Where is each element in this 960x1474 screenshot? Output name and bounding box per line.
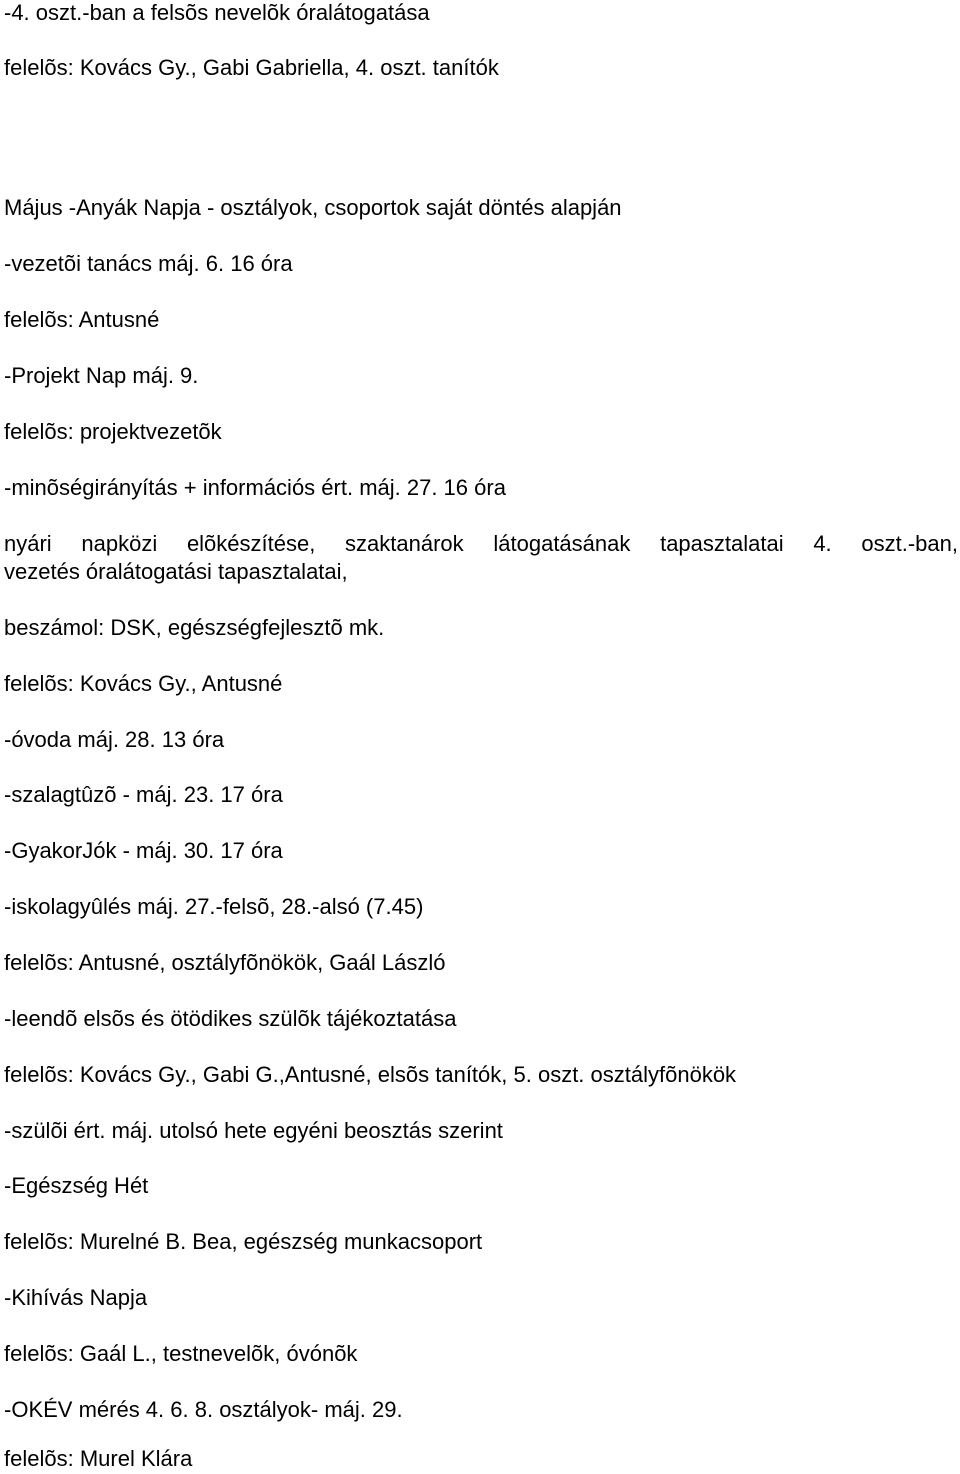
line-nyari-napkozi: nyári napközi elõkészítése, szaktanárok látogatásának tapasztalatai 4. oszt.-ban, (4, 531, 958, 556)
line-majus-anyak-napja: Május -Anyák Napja - osztályok, csoportok saját döntés alapján (4, 195, 622, 220)
line-leendo-elsos: -leendõ elsõs és ötödikes szülõk tájékoztatása (4, 1006, 457, 1031)
line-okev-meres: -OKÉV mérés 4. 6. 8. osztályok- máj. 29. (4, 1397, 403, 1422)
line-felelos-gaal: felelõs: Gaál L., testnevelõk, óvónõk (4, 1341, 358, 1366)
line-beszamol-dsk: beszámol: DSK, egészségfejlesztõ mk. (4, 615, 385, 640)
line-szuloi-ert: -szülõi ért. máj. utolsó hete egyéni beosztás szerint (4, 1118, 503, 1143)
line-ovoda: -óvoda máj. 28. 13 óra (4, 727, 225, 752)
line-felelos-murel-klara: felelõs: Murel Klára (4, 1446, 193, 1471)
line-felelos-projektvezetok: felelõs: projektvezetõk (4, 419, 222, 444)
line-gyakorjok: -GyakorJók - máj. 30. 17 óra (4, 838, 283, 863)
line-felelos-murelne: felelõs: Murelné B. Bea, egészség munkacsoport (4, 1229, 483, 1254)
line-felelos-antusne: felelõs: Antusné (4, 307, 160, 332)
line-vezetoi-tanacs: -vezetõi tanács máj. 6. 16 óra (4, 251, 293, 276)
line-felelos-kovacs-gabi-g: felelõs: Kovács Gy., Gabi G.,Antusné, elsõs tanítók, 5. oszt. osztályfõnökök (4, 1062, 737, 1087)
line-felelos-antusne-gaal: felelõs: Antusné, osztályfõnökök, Gaál László (4, 950, 446, 975)
line-szalagtuzo: -szalagtûzõ - máj. 23. 17 óra (4, 782, 283, 807)
line-minosegiranyitas: -minõségirányítás + információs ért. máj. 27. 16 óra (4, 475, 506, 500)
line-egeszseg-het: -Egészség Hét (4, 1173, 149, 1198)
line-vezetes-oralatogatasi: vezetés óralátogatási tapasztalatai, (4, 559, 348, 584)
line-projekt-nap: -Projekt Nap máj. 9. (4, 363, 199, 388)
line-oralatogatas: -4. oszt.-ban a felsõs nevelõk óralátogatása (4, 0, 430, 25)
line-iskolagyules: -iskolagyûlés máj. 27.-felsõ, 28.-alsó (7.45) (4, 894, 424, 919)
line-felelos-kovacs-antusne: felelõs: Kovács Gy., Antusné (4, 671, 283, 696)
line-felelos-kovacs-gabi: felelõs: Kovács Gy., Gabi Gabriella, 4. oszt. tanítók (4, 55, 499, 80)
line-kihivas-napja: -Kihívás Napja (4, 1285, 148, 1310)
